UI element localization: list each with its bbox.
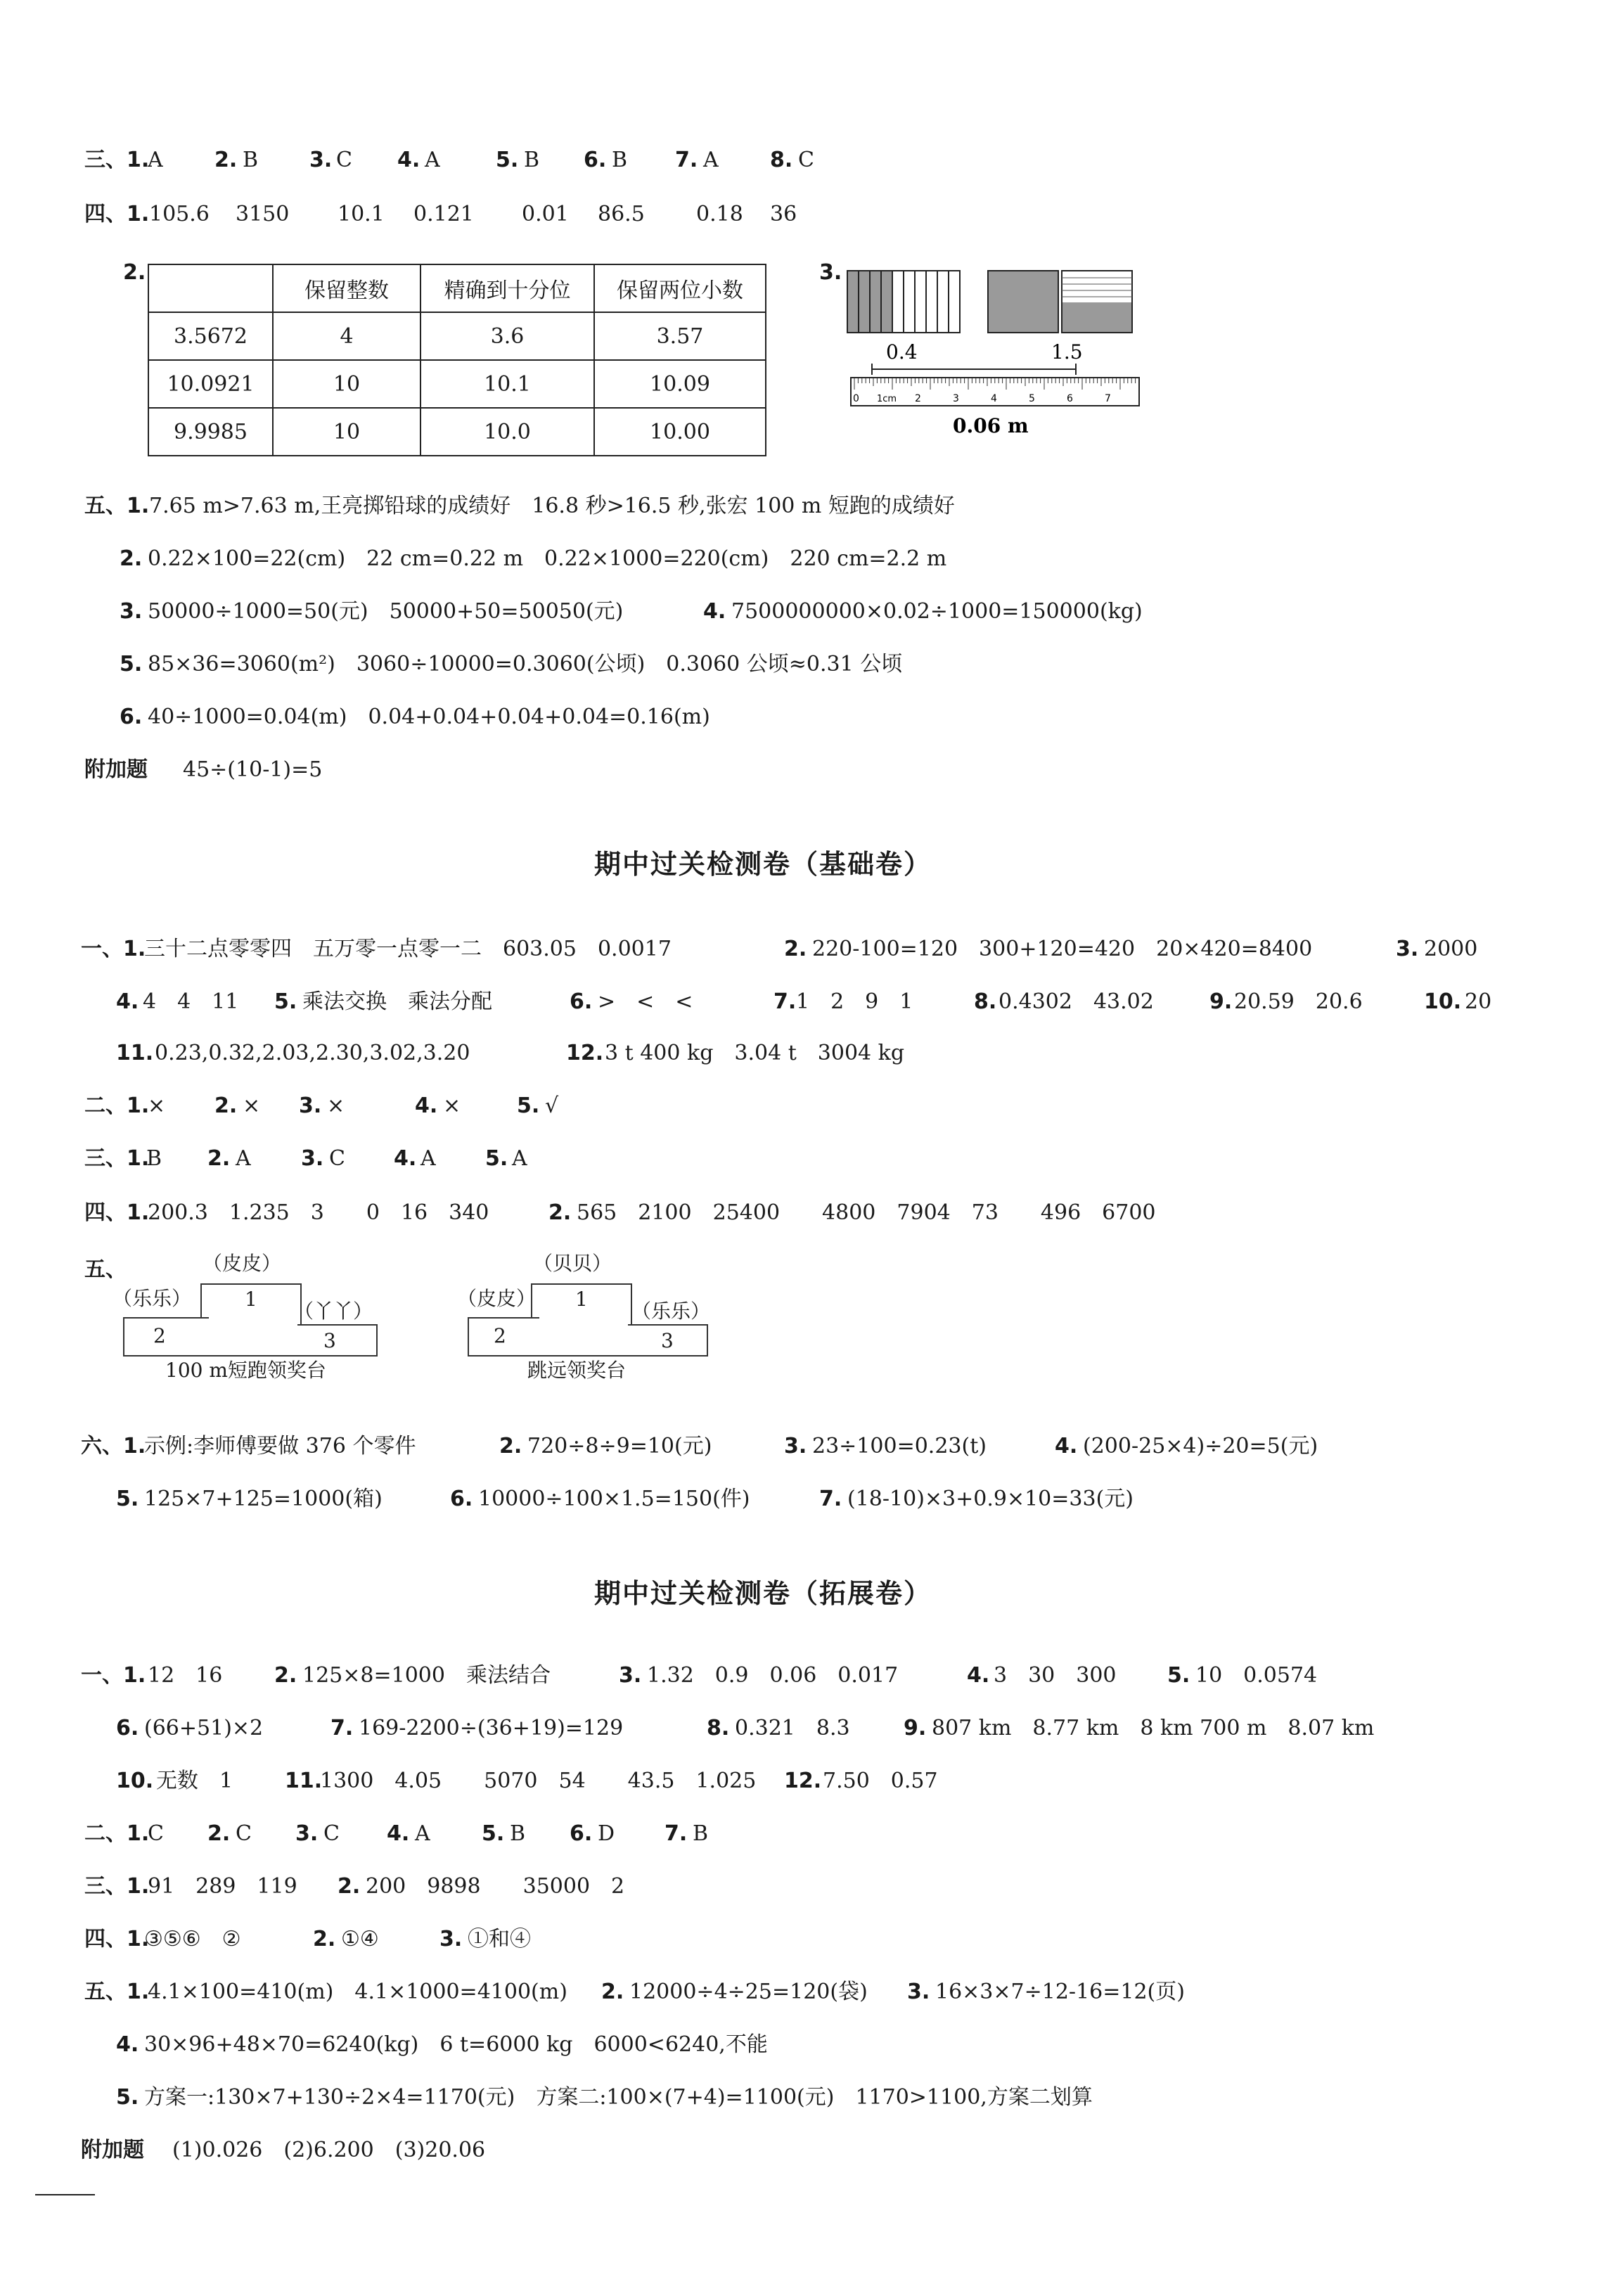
label: 11.: [116, 1041, 154, 1065]
answer-text: C: [148, 1821, 164, 1846]
answer-text: 4.1×100=410(m) 4.1×1000=4100(m): [148, 1980, 567, 2004]
podium-caption: 100 m短跑领奖台: [165, 1359, 326, 1382]
answer: A: [425, 148, 440, 172]
answer-text: > < <: [598, 989, 693, 1014]
table-header-row: [148, 264, 766, 312]
label: 3.: [619, 1663, 642, 1688]
answer: A: [703, 148, 719, 172]
podium-right-name: （丫丫）: [294, 1300, 373, 1323]
answer-text: ①和④: [468, 1927, 531, 1951]
table-cell: 10.0921: [148, 360, 273, 408]
answer-text: 200.3 1.235 3 0 16 340: [148, 1200, 489, 1225]
answer-text: 30×96+48×70=6240(kg) 6 t=6000 kg 6000<6240,不能: [144, 2032, 768, 2057]
answer-text: 91 289 119: [148, 1874, 297, 1899]
answer-text: 0.321 8.3: [735, 1716, 850, 1740]
answer-text: B: [146, 1146, 162, 1171]
label: 4.: [116, 989, 139, 1014]
podium-step-3: [297, 1324, 378, 1357]
answer-text: 1.32 0.9 0.06 0.017: [647, 1663, 899, 1688]
answer-text: 200 9898 35000 2: [366, 1874, 625, 1899]
label: 一、1.: [81, 1663, 146, 1688]
ruler-tick-label: 3: [953, 393, 959, 404]
label: 8.: [707, 1716, 730, 1740]
podium-caption: 跳远领奖台: [527, 1359, 627, 1382]
answer: B: [524, 148, 540, 172]
label: 3.: [120, 599, 143, 624]
table-cell: 10.0: [420, 408, 594, 456]
label: 5.: [274, 989, 297, 1014]
label: 二、1.: [84, 1094, 150, 1118]
table-cell: 3.6: [420, 312, 594, 360]
table-row: [148, 408, 766, 456]
answer-text: 12 16: [148, 1663, 223, 1688]
label: 4.: [415, 1094, 438, 1118]
label: 2.: [274, 1663, 297, 1688]
answer-text: A: [236, 1146, 251, 1171]
table-header: 精确到十分位: [420, 264, 594, 312]
section-title-basic: 期中过关检测卷（基础卷）: [594, 849, 932, 880]
label: 2.: [120, 546, 143, 571]
answer-text: 40÷1000=0.04(m) 0.04+0.04+0.04+0.04=0.16(m): [148, 705, 710, 729]
table-cell: 10: [273, 408, 420, 456]
answer-text: ×: [243, 1094, 261, 1118]
label: 2.: [499, 1434, 522, 1458]
label: 12.: [784, 1769, 822, 1793]
answer-text: 0.4302 43.02: [999, 989, 1154, 1014]
label: 三、1.: [84, 1146, 150, 1171]
label: 11.: [285, 1769, 323, 1793]
ruler-label: 0.06 m: [953, 414, 1029, 437]
label: 2.: [601, 1980, 624, 2004]
podium-rank-3: 3: [661, 1329, 674, 1352]
podium-rank-2: 2: [153, 1324, 166, 1347]
answer-text: ×: [443, 1094, 461, 1118]
label: 7.: [330, 1716, 354, 1740]
label: 9.: [1209, 989, 1233, 1014]
label: 5.: [517, 1094, 540, 1118]
label: 3.: [1396, 937, 1419, 961]
answer: C: [798, 148, 814, 172]
label: 6.: [584, 148, 607, 172]
label: 5.: [1167, 1663, 1190, 1688]
label: 一、1.: [81, 937, 146, 961]
label: 2.: [214, 1094, 238, 1118]
answer-text: D: [598, 1821, 615, 1846]
label: 12.: [566, 1041, 604, 1065]
label: 4.: [703, 599, 726, 624]
answer-text: 10000÷100×1.5=150(件): [478, 1487, 750, 1511]
section-title-extended: 期中过关检测卷（拓展卷）: [594, 1578, 932, 1609]
answer-text: 三十二点零零四 五万零一点零一二 603.05 0.0017: [144, 937, 672, 961]
answer-text: 125×8=1000 乘法结合: [302, 1663, 551, 1688]
answer-text: 3 t 400 kg 3.04 t 3004 kg: [605, 1041, 905, 1065]
ruler-tick-label: 7: [1105, 393, 1111, 404]
table-cell: 3.57: [594, 312, 766, 360]
podium-rank-1: 1: [575, 1288, 588, 1311]
label: 5.: [116, 2085, 139, 2110]
label-q2: 2.: [123, 260, 146, 285]
value: 3150: [236, 202, 290, 226]
answer-text: 2000: [1424, 937, 1478, 961]
table-cell: 4: [273, 312, 420, 360]
answer: B: [243, 148, 259, 172]
label: 8.: [770, 148, 793, 172]
answer-text: 0.22×100=22(cm) 22 cm=0.22 m 0.22×1000=220(cm) 220 cm=2.2 m: [148, 546, 947, 571]
answer-text: 7.50 0.57: [823, 1769, 938, 1793]
answer-text: A: [512, 1146, 527, 1171]
answer-text: 7.65 m>7.63 m,王亮掷铅球的成绩好 16.8 秒>16.5 秒,张宏 100 m 短跑的成绩好: [149, 494, 955, 518]
value: 0.01: [522, 202, 569, 226]
label: 5.: [116, 1487, 139, 1511]
decimal-figures: [840, 264, 1150, 440]
ruler: [851, 364, 1139, 406]
label: 2.: [338, 1874, 361, 1899]
table-header: 保留两位小数: [594, 264, 766, 312]
answer-text: 23÷100=0.23(t): [812, 1434, 987, 1458]
table-header: 保留整数: [273, 264, 420, 312]
podium-top-name: （皮皮）: [203, 1252, 282, 1275]
podium-step-2: [123, 1317, 209, 1357]
answer-text: ×: [327, 1094, 345, 1118]
answer-text: (200-25×4)÷20=5(元): [1083, 1434, 1318, 1458]
label: 四、1.: [84, 1200, 150, 1225]
table-cell: 10.09: [594, 360, 766, 408]
label: 3.: [439, 1927, 463, 1951]
ruler-tick-label: 2: [915, 393, 921, 404]
podium-rank-3: 3: [323, 1329, 336, 1352]
answer-text: 169-2200÷(36+19)=129: [359, 1716, 624, 1740]
label: 五、1.: [84, 1980, 150, 2004]
label: 6.: [570, 1821, 593, 1846]
answer-text: (66+51)×2: [144, 1716, 264, 1740]
table-cell: 10: [273, 360, 420, 408]
label: 3.: [784, 1434, 807, 1458]
answer-text: 乘法交换 乘法分配: [302, 989, 492, 1014]
table-cell: 10.00: [594, 408, 766, 456]
label: 2.: [214, 148, 238, 172]
answer-text: 10 0.0574: [1195, 1663, 1318, 1688]
label: 9.: [904, 1716, 927, 1740]
bonus-label: 附加题: [81, 2138, 144, 2162]
bonus-label: 附加题: [84, 757, 148, 782]
label: 3.: [907, 1980, 930, 2004]
label: 6.: [450, 1487, 473, 1511]
answer-text: B: [510, 1821, 526, 1846]
table-cell: 9.9985: [148, 408, 273, 456]
label: 7.: [773, 989, 797, 1014]
answer-text: 125×7+125=1000(箱): [144, 1487, 383, 1511]
table-row: [148, 360, 766, 408]
label: 5.: [496, 148, 519, 172]
label-wu: 五、: [84, 1257, 127, 1282]
answer-text: ×: [148, 1094, 166, 1118]
label: 4.: [967, 1663, 990, 1688]
podium-rank-2: 2: [494, 1324, 506, 1347]
label: 6.: [116, 1716, 139, 1740]
footer-rule: [35, 2194, 95, 2195]
answer-text: A: [415, 1821, 430, 1846]
answer-text: ③⑤⑥ ②: [144, 1927, 241, 1951]
answer-text: 方案一:130×7+130÷2×4=1170(元) 方案二:100×(7+4)=1100(元) 1170>1100,方案二划算: [144, 2085, 1093, 2110]
value: 86.5: [598, 202, 645, 226]
answer-text: 50000÷1000=50(元) 50000+50=50050(元): [148, 599, 624, 624]
answer-text: 3 30 300: [994, 1663, 1117, 1688]
podium-rank-1: 1: [245, 1288, 257, 1311]
label: 7.: [664, 1821, 688, 1846]
label: 7.: [675, 148, 698, 172]
value: 105.6: [149, 202, 210, 226]
answer: A: [148, 148, 163, 172]
label: 2.: [784, 937, 807, 961]
value: 36: [770, 202, 797, 226]
podium-long-jump: [450, 1248, 717, 1382]
table-cell: 3.5672: [148, 312, 273, 360]
value: 10.1: [338, 202, 385, 226]
label: 四、1.: [84, 1927, 150, 1951]
label: 4.: [387, 1821, 410, 1846]
label: 7.: [819, 1487, 842, 1511]
answer-text: 4 4 11: [143, 989, 239, 1014]
label: 5.: [120, 652, 143, 676]
answer-text: 20: [1465, 989, 1492, 1014]
ruler-unit: 1cm: [877, 394, 897, 404]
table-corner: [148, 264, 273, 312]
label: 3.: [299, 1094, 322, 1118]
answer: C: [336, 148, 352, 172]
label: 六、1.: [81, 1434, 146, 1458]
label: 三、1.: [84, 1874, 150, 1899]
label: 6.: [120, 705, 143, 729]
answer-text: 565 2100 25400 4800 7904 73 496 6700: [577, 1200, 1156, 1225]
ruler-tick-label: 5: [1029, 393, 1035, 404]
podium-right-name: （乐乐）: [631, 1300, 711, 1323]
answer-text: 示例:李师傅要做 376 个零件: [144, 1434, 416, 1458]
label: 2.: [548, 1200, 572, 1225]
answer-text: 20.59 20.6: [1234, 989, 1363, 1014]
answer-text: 45÷(10-1)=5: [183, 757, 323, 782]
label: 6.: [570, 989, 593, 1014]
answer-text: 1300 4.05 5070 54 43.5 1.025: [320, 1769, 757, 1793]
rounding-table: [148, 264, 766, 456]
answer-text: 0.23,0.32,2.03,2.30,3.02,3.20: [155, 1041, 470, 1065]
value: 0.121: [413, 202, 474, 226]
label: 5.: [482, 1821, 505, 1846]
answer: B: [612, 148, 628, 172]
answer-text: 无数 1: [156, 1769, 233, 1793]
answer-text: C: [329, 1146, 345, 1171]
table-cell: 10.1: [420, 360, 594, 408]
answer-text: (1)0.026 (2)6.200 (3)20.06: [172, 2138, 486, 2162]
label-wu-1: 五、1.: [84, 494, 150, 518]
label: 5.: [485, 1146, 508, 1171]
ruler-tick-label: 0: [853, 393, 859, 404]
answer-text: A: [420, 1146, 436, 1171]
label-san-1: 三、1.: [84, 148, 150, 172]
table-row: [148, 312, 766, 360]
answer-text: √: [545, 1094, 559, 1118]
label: 4.: [116, 2032, 139, 2057]
label: 8.: [974, 989, 997, 1014]
answer-text: C: [236, 1821, 252, 1846]
answer-text: C: [323, 1821, 340, 1846]
answer-text: 16×3×7÷12-16=12(页): [935, 1980, 1185, 2004]
label: 10.: [116, 1769, 154, 1793]
answer-text: (18-10)×3+0.9×10=33(元): [847, 1487, 1134, 1511]
ruler-tick-label: 4: [991, 393, 997, 404]
square-figure: [988, 271, 1132, 333]
figure-label-a: 0.4: [886, 340, 918, 364]
answer-text: 7500000000×0.02÷1000=150000(kg): [731, 599, 1143, 624]
ruler-tick-label: 6: [1067, 393, 1073, 404]
label-si-1: 四、1.: [84, 202, 150, 226]
answer-text: 720÷8÷9=10(元): [527, 1434, 712, 1458]
answer-text: B: [693, 1821, 709, 1846]
value: 0.18: [696, 202, 743, 226]
label: 3.: [301, 1146, 324, 1171]
label: 2.: [313, 1927, 336, 1951]
figure-label-b: 1.5: [1051, 340, 1083, 364]
label: 3.: [295, 1821, 319, 1846]
fraction-bar-figure: [847, 271, 960, 333]
answer-text: 807 km 8.77 km 8 km 700 m 8.07 km: [932, 1716, 1375, 1740]
label: 10.: [1424, 989, 1462, 1014]
answer-text: 220-100=120 300+120=420 20×420=8400: [812, 937, 1313, 961]
podium-left-name: （乐乐）: [113, 1287, 192, 1310]
podium-top-name: （贝贝）: [533, 1252, 612, 1275]
label: 2.: [207, 1821, 231, 1846]
podium-left-name: （皮皮）: [457, 1287, 537, 1310]
label-q3: 3.: [819, 260, 842, 285]
label: 4.: [1055, 1434, 1078, 1458]
answer-text: 1 2 9 1: [796, 989, 913, 1014]
label: 2.: [207, 1146, 231, 1171]
label: 二、1.: [84, 1821, 150, 1846]
answer-text: 85×36=3060(m²) 3060÷10000=0.3060(公顷) 0.3060 公顷≈0.31 公顷: [148, 652, 903, 676]
podium-100m: [113, 1248, 387, 1382]
answer-text: ①④: [341, 1927, 379, 1951]
label: 4.: [397, 148, 420, 172]
answer-text: 12000÷4÷25=120(袋): [629, 1980, 868, 2004]
label: 3.: [309, 148, 333, 172]
label: 4.: [394, 1146, 417, 1171]
